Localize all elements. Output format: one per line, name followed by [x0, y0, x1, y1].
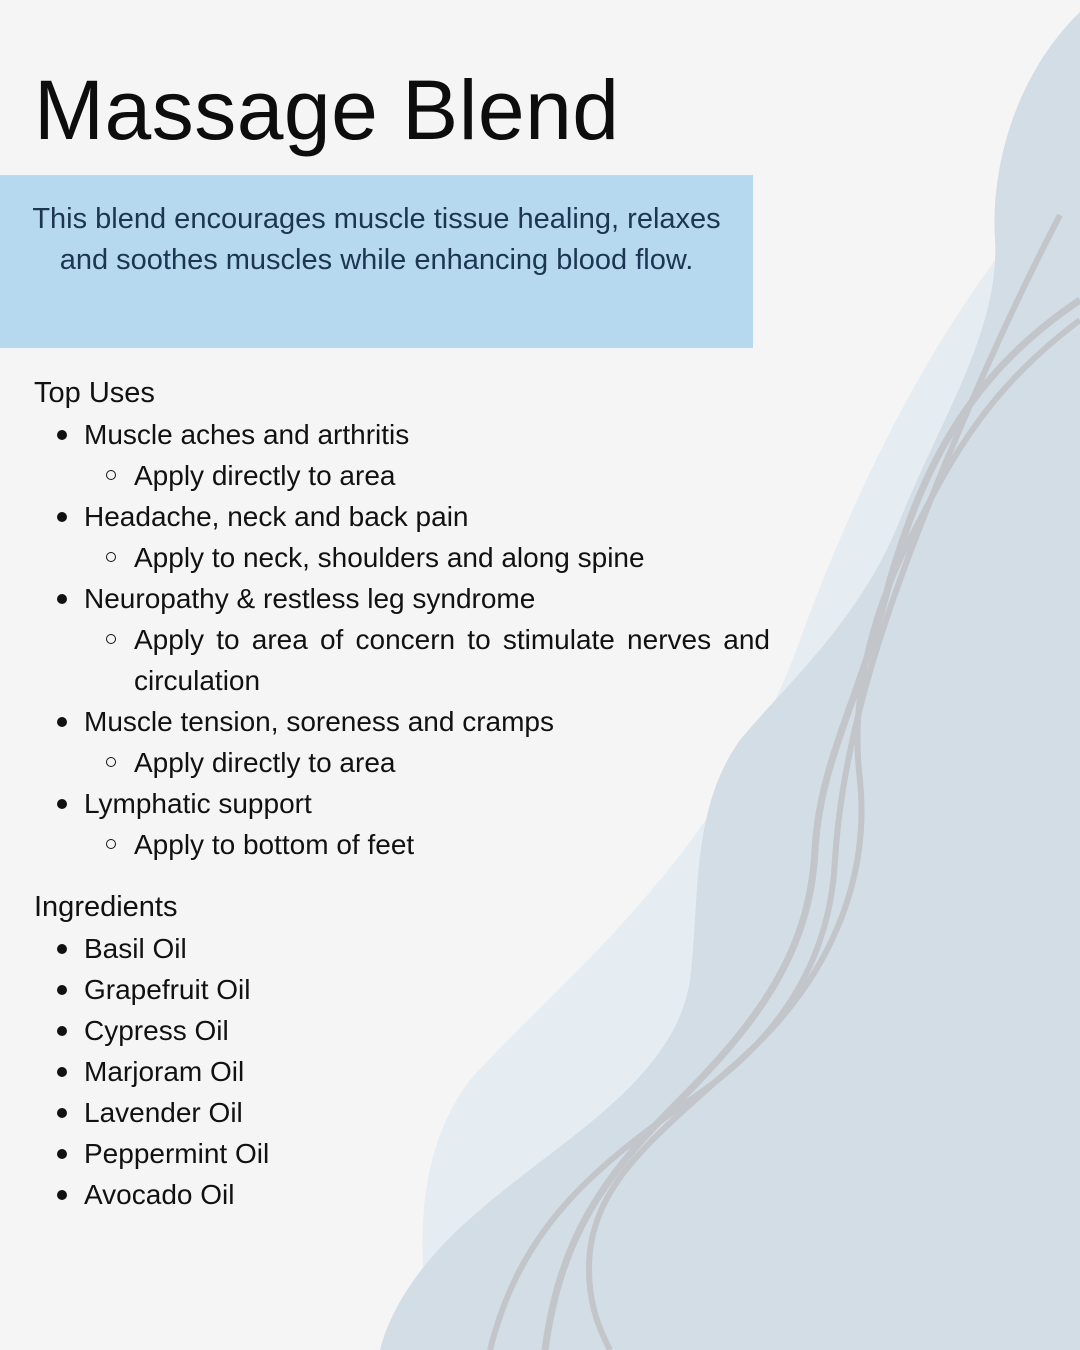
hollow-bullet-icon	[106, 839, 116, 849]
list-item	[0, 928, 780, 969]
bullet-icon	[57, 1067, 67, 1077]
ingredient-label: Marjoram Oil	[84, 1056, 245, 1087]
list-item	[0, 701, 780, 742]
bullet-icon	[57, 594, 67, 604]
list-item	[0, 414, 780, 455]
hollow-bullet-icon	[106, 552, 116, 562]
list-item	[0, 1133, 780, 1174]
ingredient-label: Avocado Oil	[84, 1179, 235, 1210]
ingredient-label: Peppermint Oil	[84, 1138, 270, 1169]
bullet-icon	[57, 944, 67, 954]
top-use-instruction: Apply to neck, shoulders and along spine	[134, 542, 645, 573]
ingredients-list	[0, 928, 780, 1215]
top-use-label: Muscle aches and arthritis	[84, 419, 410, 450]
page-title: Massage Blend	[34, 63, 620, 157]
ingredient-label: Basil Oil	[84, 933, 187, 964]
list-item	[0, 1010, 780, 1051]
ingredients-heading: Ingredients	[34, 891, 178, 923]
bullet-icon	[57, 430, 67, 440]
list-item	[0, 1092, 780, 1133]
sub-list-item	[0, 824, 780, 865]
intro-text: This blend encourages muscle tissue healing, relaxes and soothes muscles while enhancing blood flow.	[32, 203, 721, 276]
top-use-label: Muscle tension, soreness and cramps	[84, 706, 554, 737]
list-item	[0, 578, 780, 619]
bullet-icon	[57, 799, 67, 809]
ingredient-label: Lavender Oil	[84, 1097, 243, 1128]
bullet-icon	[57, 1190, 67, 1200]
hollow-bullet-icon	[106, 470, 116, 480]
bullet-icon	[57, 985, 67, 995]
list-item	[0, 1051, 780, 1092]
ingredient-label: Cypress Oil	[84, 1015, 229, 1046]
bullet-icon	[57, 1026, 67, 1036]
sub-list-item	[0, 742, 780, 783]
list-item	[0, 496, 780, 537]
bullet-icon	[57, 717, 67, 727]
top-use-instruction: Apply directly to area	[134, 460, 396, 491]
list-item	[0, 783, 780, 824]
top-uses-heading: Top Uses	[34, 377, 155, 409]
ingredient-label: Grapefruit Oil	[84, 974, 251, 1005]
sub-list-item	[0, 455, 780, 496]
top-use-instruction: Apply directly to area	[134, 747, 396, 778]
sub-list-item	[0, 619, 770, 701]
top-use-instruction: Apply to bottom of feet	[134, 829, 415, 860]
hollow-bullet-icon	[106, 757, 116, 767]
sub-list-item	[0, 537, 780, 578]
top-use-instruction: Apply to area of concern to stimulate nerves and circulation	[134, 624, 770, 696]
top-use-label: Headache, neck and back pain	[84, 501, 469, 532]
bullet-icon	[57, 1149, 67, 1159]
intro-box	[0, 175, 753, 348]
list-item	[0, 1174, 780, 1215]
hollow-bullet-icon	[106, 634, 116, 644]
list-item	[0, 969, 780, 1010]
bullet-icon	[57, 1108, 67, 1118]
top-use-label: Neuropathy & restless leg syndrome	[84, 583, 536, 614]
top-use-label: Lymphatic support	[84, 788, 312, 819]
top-uses-list	[0, 414, 780, 865]
bullet-icon	[57, 512, 67, 522]
